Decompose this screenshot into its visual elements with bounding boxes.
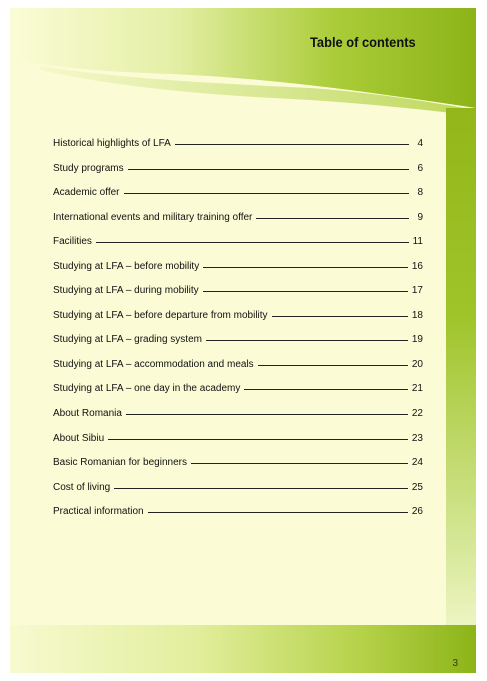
toc-entry[interactable] (53, 359, 423, 384)
toc-entry-label: Cost of living (53, 481, 111, 493)
toc-leader-line (206, 340, 408, 341)
toc-entry-page-number: 21 (411, 383, 423, 395)
toc-entry-page-number: 23 (411, 432, 423, 444)
toc-entry-page-number: 24 (411, 457, 423, 469)
toc-entry-label: Studying at LFA – during mobility (53, 285, 199, 297)
toc-leader-line (175, 144, 409, 145)
toc-entry[interactable] (53, 212, 423, 237)
toc-entry[interactable] (53, 433, 423, 458)
toc-entry-page-number: 17 (411, 285, 423, 297)
footer-band (10, 625, 476, 673)
toc-entry-label: Study programs (53, 162, 124, 174)
toc-entry-label: Basic Romanian for beginners (53, 457, 187, 469)
toc-entry-label: About Sibiu (53, 432, 105, 444)
toc-entry-page-number: 19 (411, 334, 423, 346)
toc-entry-page-number: 16 (411, 260, 423, 272)
toc-leader-line (272, 316, 408, 317)
toc-entry[interactable] (53, 310, 423, 335)
toc-entry[interactable] (53, 261, 423, 286)
toc-leader-line (258, 365, 408, 366)
toc-leader-line (108, 439, 408, 440)
toc-leader-line (128, 169, 409, 170)
toc-entry-page-number: 11 (412, 236, 423, 248)
toc-entry-label: Studying at LFA – accommodation and meals (53, 358, 254, 370)
toc-entry-label: Historical highlights of LFA (53, 138, 171, 149)
toc-entry[interactable] (53, 457, 423, 482)
toc-leader-line (96, 242, 409, 243)
toc-entry-page-number: 22 (411, 408, 423, 420)
toc-entry[interactable] (53, 506, 423, 531)
toc-entry[interactable] (53, 236, 423, 261)
header-swoosh (10, 8, 476, 118)
toc-entry[interactable] (53, 138, 423, 163)
toc-leader-line (244, 389, 408, 390)
table-of-contents (53, 138, 423, 531)
toc-entry-label: Studying at LFA – before mobility (53, 260, 200, 272)
toc-entry-page-number: 26 (411, 506, 423, 518)
toc-entry-label: Practical information (53, 506, 144, 518)
toc-entry[interactable] (53, 285, 423, 310)
toc-leader-line (203, 291, 408, 292)
toc-entry[interactable] (53, 482, 423, 507)
toc-entry-label: Facilities (53, 236, 92, 248)
toc-leader-line (126, 414, 408, 415)
toc-entry-page-number: 9 (417, 211, 423, 223)
toc-leader-line (256, 218, 409, 219)
toc-entry-label: About Romania (53, 408, 122, 420)
toc-entry[interactable] (53, 187, 423, 212)
document-page (10, 8, 476, 673)
toc-entry-page-number: 4 (417, 138, 423, 149)
toc-leader-line (114, 488, 408, 489)
toc-entry-label: International events and military training offer (53, 211, 253, 223)
toc-leader-line (191, 463, 408, 464)
toc-entry[interactable] (53, 163, 423, 188)
right-decorative-bar (446, 108, 476, 628)
toc-entry-page-number: 18 (411, 309, 423, 321)
toc-entry-page-number: 25 (411, 481, 423, 493)
toc-leader-line (203, 267, 408, 268)
toc-entry[interactable] (53, 334, 423, 359)
toc-entry[interactable] (53, 408, 423, 433)
toc-entry-label: Studying at LFA – grading system (53, 334, 202, 346)
toc-entry-label: Studying at LFA – before departure from mobility (53, 309, 268, 321)
toc-entry-label: Studying at LFA – one day in the academy (53, 383, 241, 395)
toc-entry-page-number: 6 (417, 162, 423, 174)
toc-entry-label: Academic offer (53, 187, 120, 199)
toc-entry-page-number: 20 (411, 358, 423, 370)
page-number: 3 (452, 658, 458, 669)
toc-entry-page-number: 8 (417, 187, 423, 199)
page-title: Table of contents (310, 34, 416, 50)
toc-leader-line (124, 193, 409, 194)
toc-entry[interactable] (53, 383, 423, 408)
toc-leader-line (148, 512, 408, 513)
